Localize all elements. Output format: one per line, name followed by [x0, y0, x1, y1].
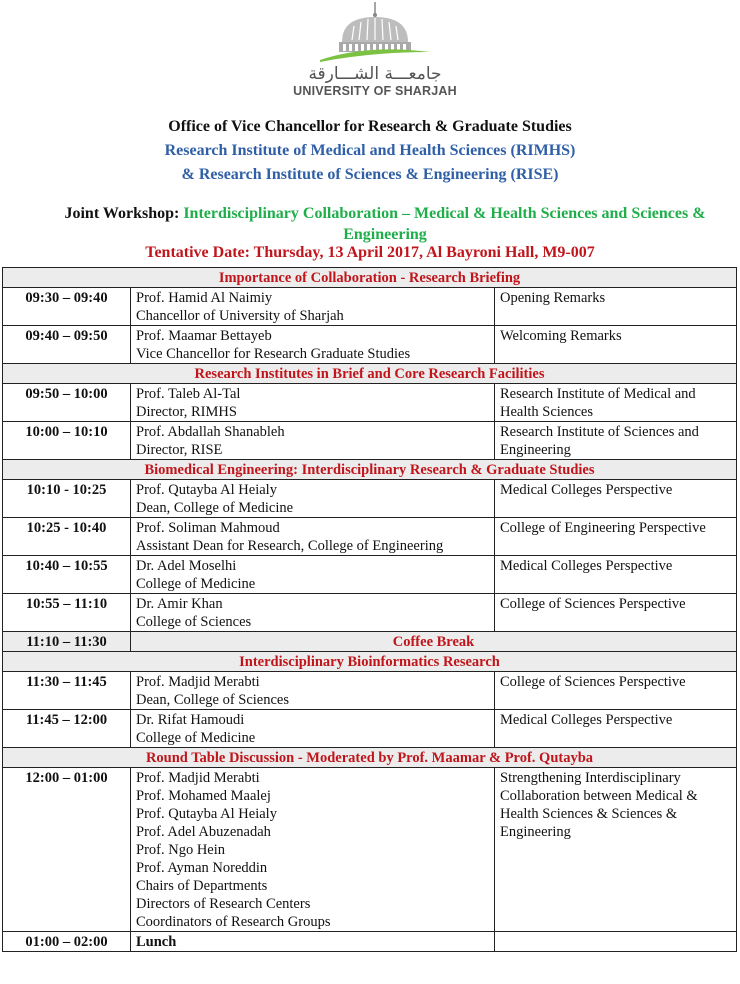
session-topic — [495, 710, 737, 748]
session-time: 10:55 – 11:10 — [3, 594, 131, 632]
agenda-row — [3, 326, 737, 364]
speaker-cell — [131, 594, 495, 632]
workshop-topic: Interdisciplinary Collaboration – Medical & Health Sciences and Sciences & Engineering — [183, 205, 706, 243]
session-time: 09:30 – 09:40 — [3, 288, 131, 326]
speaker-line: Prof. Madjid Merabti — [136, 770, 260, 786]
section-title: Biomedical Engineering: Interdisciplinary Research & Graduate Studies — [3, 460, 737, 480]
speaker-line: College of Medicine — [136, 730, 256, 746]
logo-arabic-text: جامعـــة الشـــارقة — [308, 64, 442, 84]
speaker-line: Prof. Abdallah Shanableh — [136, 424, 285, 440]
section-title: Research Institutes in Brief and Core Research Facilities — [3, 364, 737, 384]
session-topic — [495, 480, 737, 518]
speaker-cell — [131, 288, 495, 326]
lunch-row — [3, 932, 737, 952]
logo-english-text: UNIVERSITY OF SHARJAH — [293, 84, 457, 98]
institute-rise: & Research Institute of Sciences & Engineering (RISE) — [181, 166, 559, 183]
speaker-line: Prof. Maamar Bettayeb — [136, 328, 272, 344]
session-topic — [495, 768, 737, 932]
speaker-line: Dr. Adel Moselhi — [136, 558, 237, 574]
speaker-line: Dr. Rifat Hamoudi — [136, 712, 245, 728]
section-row — [3, 652, 737, 672]
section-title: Importance of Collaboration - Research Briefing — [3, 268, 737, 288]
speaker-line: Prof. Soliman Mahmoud — [136, 520, 280, 536]
session-time: 10:00 – 10:10 — [3, 422, 131, 460]
session-topic-text: Research Institute of Sciences and Engineering — [500, 424, 699, 458]
speaker-line: Prof. Ngo Hein — [136, 842, 226, 858]
session-topic — [495, 384, 737, 422]
session-time: 09:40 – 09:50 — [3, 326, 131, 364]
session-topic — [495, 422, 737, 460]
agenda-row — [3, 384, 737, 422]
speaker-line: Prof. Hamid Al Naimiy — [136, 290, 273, 306]
session-topic-text: Medical Colleges Perspective — [500, 482, 673, 498]
coffee-break-time: 11:10 – 11:30 — [3, 632, 131, 652]
agenda-row — [3, 556, 737, 594]
speaker-line: Prof. Mohamed Maalej — [136, 788, 271, 804]
speaker-cell — [131, 480, 495, 518]
agenda-row — [3, 594, 737, 632]
speaker-cell — [131, 384, 495, 422]
session-topic — [495, 518, 737, 556]
workshop-title — [40, 203, 730, 245]
agenda-row — [3, 768, 737, 932]
session-time: 12:00 – 01:00 — [3, 768, 131, 932]
university-logo — [250, 0, 500, 100]
office-title: Office of Vice Chancellor for Research & Graduate Studies — [168, 118, 572, 135]
speaker-cell — [131, 710, 495, 748]
speaker-cell — [131, 672, 495, 710]
speaker-line: Chancellor of University of Sharjah — [136, 308, 344, 324]
speaker-line: Prof. Ayman Noreddin — [136, 860, 268, 876]
session-time: 11:30 – 11:45 — [3, 672, 131, 710]
session-topic-text: Medical Colleges Perspective — [500, 558, 673, 574]
session-topic-text: College of Sciences Perspective — [500, 674, 686, 690]
agenda-row — [3, 672, 737, 710]
speaker-line: Assistant Dean for Research, College of Engineering — [136, 538, 444, 554]
session-topic-text: Opening Remarks — [500, 290, 606, 306]
speaker-cell — [131, 768, 495, 932]
agenda-table — [2, 267, 737, 952]
speaker-line: College of Sciences — [136, 614, 252, 630]
speaker-line: Prof. Madjid Merabti — [136, 674, 260, 690]
speaker-cell — [131, 422, 495, 460]
speaker-line: Prof. Qutayba Al Heialy — [136, 482, 277, 498]
agenda-row — [3, 480, 737, 518]
speaker-line: Dean, College of Medicine — [136, 500, 294, 516]
session-topic-text: Welcoming Remarks — [500, 328, 622, 344]
agenda-row — [3, 710, 737, 748]
speaker-line: Director, RIMHS — [136, 404, 237, 420]
session-topic-text: Research Institute of Medical and Health Sciences — [500, 386, 696, 420]
speaker-line: Coordinators of Research Groups — [136, 914, 331, 930]
tentative-date: Tentative Date: Thursday, 13 April 2017, Al Bayroni Hall, M9-007 — [145, 244, 595, 261]
agenda-row — [3, 422, 737, 460]
section-row — [3, 268, 737, 288]
coffee-break-label: Coffee Break — [131, 632, 737, 652]
session-topic-text: College of Engineering Perspective — [500, 520, 706, 536]
session-topic-text: Medical Colleges Perspective — [500, 712, 673, 728]
session-time: 10:40 – 10:55 — [3, 556, 131, 594]
session-time: 10:25 - 10:40 — [3, 518, 131, 556]
section-title: Round Table Discussion - Moderated by Prof. Maamar & Prof. Qutayba — [3, 748, 737, 768]
dome-logo-icon — [312, 0, 438, 66]
session-topic — [495, 672, 737, 710]
speaker-line: Directors of Research Centers — [136, 896, 311, 912]
session-topic — [495, 288, 737, 326]
session-topic — [495, 594, 737, 632]
speaker-cell — [131, 518, 495, 556]
section-row — [3, 748, 737, 768]
session-time: 11:45 – 12:00 — [3, 710, 131, 748]
workshop-lead: Joint Workshop: — [64, 205, 184, 222]
session-topic-text: College of Sciences Perspective — [500, 596, 686, 612]
speaker-line: Chairs of Departments — [136, 878, 268, 894]
section-row — [3, 364, 737, 384]
speaker-line: Prof. Taleb Al-Tal — [136, 386, 241, 402]
speaker-line: College of Medicine — [136, 576, 256, 592]
speaker-cell — [131, 326, 495, 364]
lunch-label: Lunch — [131, 932, 495, 952]
speaker-line: Dean, College of Sciences — [136, 692, 290, 708]
coffee-break-row — [3, 632, 737, 652]
speaker-line: Prof. Qutayba Al Heialy — [136, 806, 277, 822]
session-time: 10:10 - 10:25 — [3, 480, 131, 518]
agenda-row — [3, 518, 737, 556]
section-title: Interdisciplinary Bioinformatics Research — [3, 652, 737, 672]
lunch-time: 01:00 – 02:00 — [3, 932, 131, 952]
session-time: 09:50 – 10:00 — [3, 384, 131, 422]
agenda-body — [3, 268, 737, 952]
speaker-line: Dr. Amir Khan — [136, 596, 223, 612]
session-topic — [495, 556, 737, 594]
lunch-empty-cell — [495, 932, 737, 952]
session-topic-text: Strengthening Interdisciplinary Collaboration between Medical & Health Sciences & Sciences & Engineering — [500, 770, 698, 840]
session-topic — [495, 326, 737, 364]
speaker-line: Director, RISE — [136, 442, 223, 458]
speaker-line: Vice Chancellor for Research Graduate Studies — [136, 346, 411, 362]
section-row — [3, 460, 737, 480]
agenda-row — [3, 288, 737, 326]
speaker-cell — [131, 556, 495, 594]
speaker-line: Prof. Adel Abuzenadah — [136, 824, 271, 840]
institute-rimhs: Research Institute of Medical and Health Sciences (RIMHS) — [164, 142, 576, 159]
